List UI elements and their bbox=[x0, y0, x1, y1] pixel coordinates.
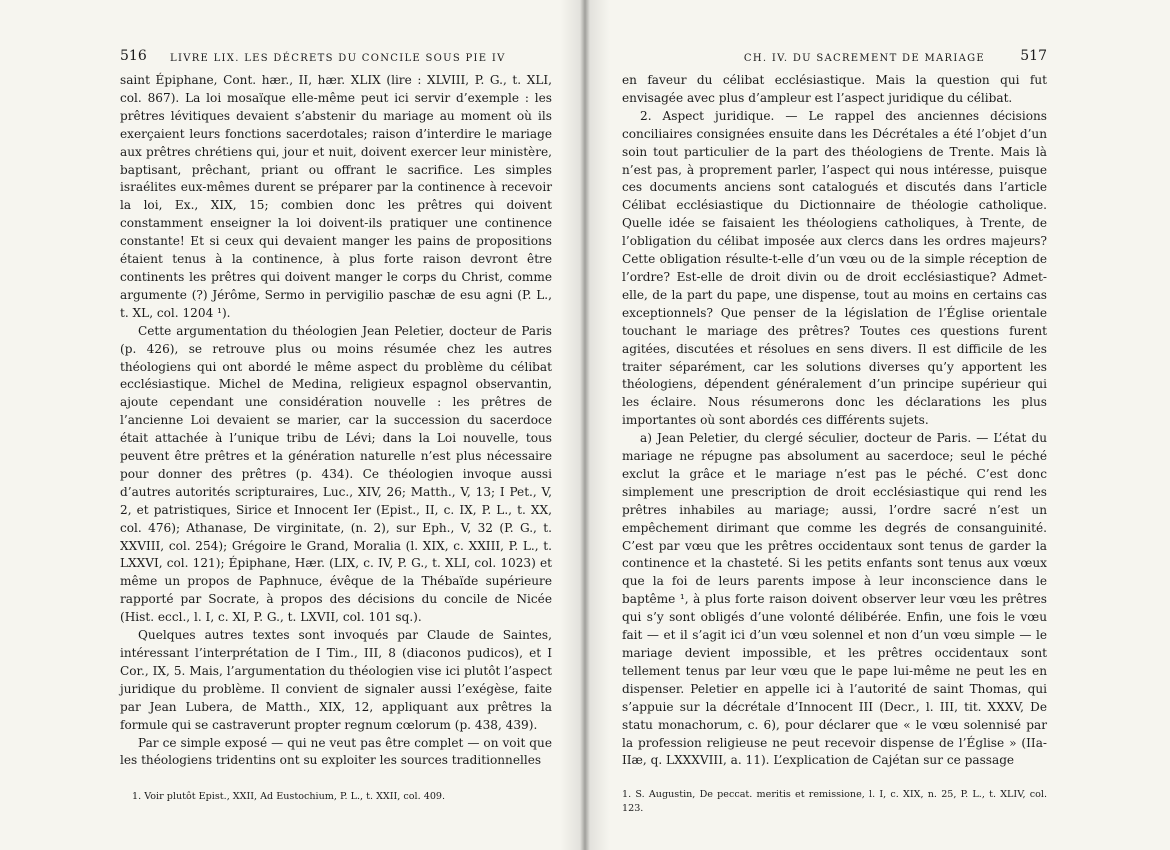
right-page bbox=[622, 50, 1047, 816]
right-footnote-separator bbox=[622, 770, 1047, 788]
left-running-head bbox=[120, 50, 552, 72]
left-footnote-separator bbox=[120, 770, 552, 790]
left-paragraph-3: Quelques autres textes sont invoqués par Claude de Saintes, intéressant l’interprétation de I Tim., III, 8 (diaconos pudicos), et I Cor., IX, 5. Mais, l’argumentation du théologien vise ici plutôt l’aspect juridique du problème. Il convient de signaler aussi l’exégèse, faite par Jean Lubera, de Matth., XIX, 12, appliquant aux prêtres la formule qui se castraverunt propter regnum cœlorum (p. 438, 439). bbox=[120, 628, 552, 732]
left-footnote: 1. Voir plutôt Epist., XXII, Ad Eustochium, P. L., t. XXII, col. 409. bbox=[132, 791, 446, 803]
left-paragraph-4: Par ce simple exposé — qui ne veut pas être complet — on voit que les théologiens tridentins ont su exploiter les sources traditionnelles bbox=[120, 735, 552, 768]
left-page bbox=[120, 50, 552, 804]
right-footnote: 1. S. Augustin, De peccat. meritis et remissione, l. I, c. XIX, n. 25, P. L., t. XLIV, col. 123. bbox=[622, 789, 1047, 815]
book-gutter bbox=[560, 0, 610, 850]
right-page-body bbox=[622, 72, 1047, 770]
left-paragraph-2: Cette argumentation du théologien Jean Peletier, docteur de Paris (p. 426), se retrouve plus ou moins résumée chez les autres théologiens qui ont abordé le même aspect du problème du célibat ecclésiastique. Michel de Medina, religieux espagnol observantin, ajoute cependant une considération nouvelle : les prêtres de l’ancienne Loi devaient se marier, car la succession du sacerdoce était attachée à l’unique tribu de Lévi; dans la Loi nouvelle, tous peuvent être prêtres et la génération naturelle n’est plus nécessaire pour donner des prêtres (p. 434). Ce théologien invoque aussi d’autres autorités scripturaires, Luc., XIV, 26; Matth., V, 13; I Pet., V, 2, et patristiques, Sirice et Innocent Ier (Epist., II, c. IX, P. L., t. XX, col. 476); Athanase, De virginitate, (n. 2), sur Eph., V, 32 (P. G., t. XXVIII, col. 254); Grégoire le Grand, Moralia (l. XIX, c. XXIII, P. L., t. LXXVI, col. 121); Épiphane, Hær. (LIX, c. IV, P. G., t. XLI, col. 1023) et même un propos de Paphnuce, évêque de la Thébaïde supérieure rapporté par Socrate, à propos des décisions du concile de Nicée (Hist. eccl., l. I, c. XI, P. G., t. LXVII, col. 101 sq.). bbox=[120, 323, 552, 625]
right-paragraph-1: en faveur du célibat ecclésiastique. Mais la question qui fut envisagée avec plus d’ampleur est l’aspect juridique du célibat. bbox=[622, 73, 1047, 105]
left-paragraph-1: saint Épiphane, Cont. hær., II, hær. XLIX (lire : XLVIII, P. G., t. XLI, col. 867). La loi mosaïque elle-même peut ici servir d’exemple : les prêtres lévitiques devaient s’abstenir du mariage au moment où ils exerçaient leurs fonctions sacerdotales; raison d’interdire le mariage aux prêtres chrétiens qui, jour et nuit, doivent exercer leur ministère, baptisant, prêchant, priant ou offrant le sacrifice. Les simples israélites eux-mêmes durent se préparer par la continence à recevoir la loi, Ex., XIX, 15; combien donc les prêtres qui doivent constamment enseigner la loi doivent-ils pratiquer une continence constante! Et si ceux qui devaient manger les pains de propositions étaient tenus à la continence, à plus forte raison devront être continents les prêtres qui doivent manger le corps du Christ, comme argumente (?) Jérôme, Sermo in pervigilio paschæ de esu agni (P. L., t. XL, col. 1204 ¹). bbox=[120, 73, 552, 320]
right-running-title: CH. IV. DU SACREMENT DE MARIAGE bbox=[743, 53, 985, 64]
left-page-number: 516 bbox=[120, 48, 147, 64]
right-paragraph-2: 2. Aspect juridique. — Le rappel des anciennes décisions conciliaires consignées ensuite dans les Décrétales a été l’objet d’un soin tout particulier de la part des théologiens de Trente. Mais là n’est pas, à proprement parler, l’aspect qui nous intéresse, puisque ces documents anciens sont catalogués et discutés dans l’article Célibat ecclésiastique du Dictionnaire de théologie catholique. Quelle idée se faisaient les théologiens catholiques, à Trente, de l’obligation du célibat imposée aux clercs dans les ordres majeurs? Cette obligation résulte-t-elle d’un vœu ou de la simple réception de l’ordre? Est-elle de droit divin ou de droit ecclésiastique? Admet-elle, de la part du pape, une dispense, tout au moins en certains cas exceptionnels? Que penser de la législation de l’Église orientale touchant le mariage des prêtres? Toutes ces questions furent agitées, discutées et résolues en sens divers. Il est difficile de les traiter séparément, car les solutions diverses qu’y apportent les théologiens, dépendent généralement d’un principe supérieur qui les éclaire. Nous résumerons donc les déclarations les plus importantes où sont abordés ces différents sujets. bbox=[622, 108, 1047, 428]
left-running-title: LIVRE LIX. LES DÉCRETS DU CONCILE SOUS PIE IV bbox=[170, 53, 506, 64]
right-running-head bbox=[622, 50, 1047, 72]
left-page-body bbox=[120, 72, 552, 770]
right-paragraph-3: a) Jean Peletier, du clergé séculier, docteur de Paris. — L’état du mariage ne répugne pas absolument au sacerdoce; seul le péché exclut la grâce et le mariage n’est pas le péché. C’est donc simplement une prescription de droit ecclésiastique qui rend les prêtres inhabiles au mariage; aussi, l’ordre sacré n’est un empêchement dirimant que comme les degrés de consanguinité. C’est par vœu que les prêtres occidentaux sont tenus de garder la continence et la chasteté. Si les petits enfants sont tenus aux vœux que la foi de leurs parents impose à leur inconscience dans le baptême ¹, à plus forte raison doivent observer leur vœu les prêtres qui s’y sont obligés d’une volonté délibérée. Enfin, une fois le vœu fait — et il s’agit ici d’un vœu solennel et non d’un vœu simple — le mariage devient impossible, et les prêtres occidentaux sont tellement tenus par leur vœu que le pape lui-même ne peut les en dispenser. Peletier en appelle ici à l’autorité de saint Thomas, qui s’appuie sur la décrétale d’Innocent III (Decr., l. III, tit. XXXV, De statu monachorum, c. 6), pour déclarer que « le vœu solennisé par la profession religieuse ne peut recevoir dispense de l’Église » (IIa-IIæ, q. LXXXVIII, a. 11). L’explication de Cajétan sur ce passage bbox=[622, 431, 1047, 768]
right-page-number: 517 bbox=[1020, 48, 1047, 64]
